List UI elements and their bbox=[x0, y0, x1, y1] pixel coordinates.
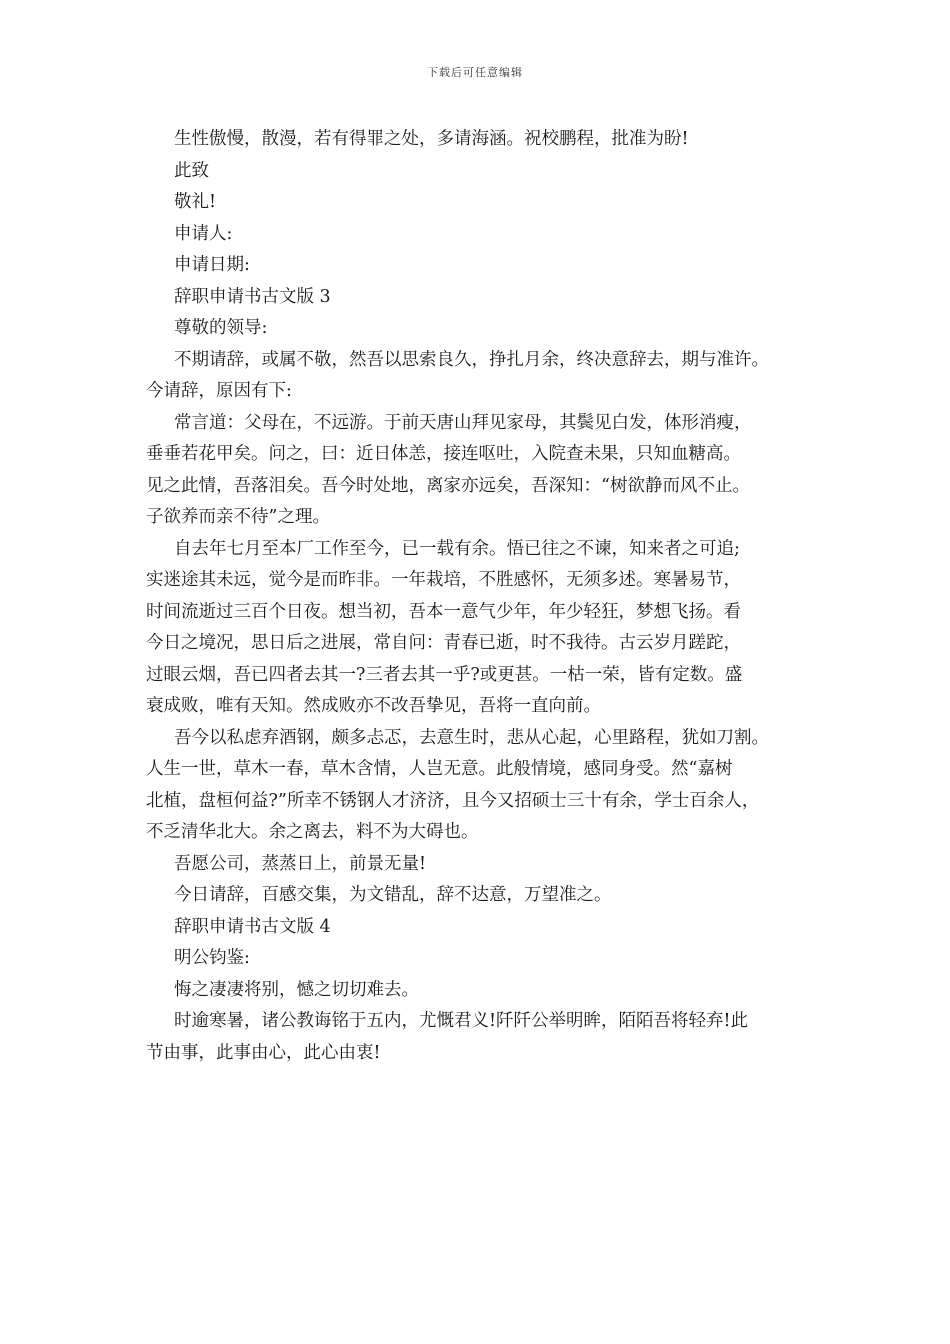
text-line: 吾今以私虑弃酒钢，颇多忐忑，去意生时，悲从心起，心里路程，犹如刀割。 bbox=[174, 727, 769, 748]
text-line: 实迷途其未远，觉今是而昨非。一年栽培，不胜感怀，无须多述。寒暑易节， bbox=[146, 570, 741, 590]
salutation: 明公钧鉴: bbox=[174, 948, 250, 968]
text-line: 子欲养而亲不待”之理。 bbox=[146, 507, 330, 527]
text-line: 见之此情，吾落泪矣。吾今时处地，离家亦远矣，吾深知：“树欲静而风不止。 bbox=[146, 475, 750, 496]
text-line: 敬礼! bbox=[174, 192, 217, 212]
text-line: 生性傲慢，散漫，若有得罪之处，多请海涵。祝校鹏程，批准为盼! bbox=[174, 129, 689, 149]
text-line: 节由事，此事由心，此心由衷! bbox=[146, 1042, 381, 1063]
text-line: 申请日期: bbox=[174, 255, 250, 275]
text-line: 北植，盘桓何益?”所幸不锈钢人才济济，且今又招硕士三十有余，学士百余人， bbox=[146, 790, 760, 811]
text-line: 吾愿公司，蒸蒸日上，前景无量! bbox=[174, 853, 427, 874]
text-line: 此致 bbox=[174, 160, 209, 181]
text-line: 不乏清华北大。余之离去，料不为大碍也。 bbox=[146, 822, 479, 842]
text-line: 人生一世，草木一春，草木含情，人岂无意。此般情境，感同身受。然“嘉树 bbox=[146, 759, 733, 779]
salutation: 尊敬的领导: bbox=[174, 318, 268, 338]
page-header: 下载后可任意编辑 bbox=[427, 66, 523, 79]
text-line: 垂垂若花甲矣。问之，曰：近日体恙，接连呕吐，入院查未果，只知血糖高。 bbox=[146, 444, 741, 464]
section-title: 辞职申请书古文版 4 bbox=[174, 916, 331, 937]
text-line: 时逾寒暑，诸公教诲铭于五内，尤慨君义!阡阡公举明眸，陌陌吾将轻弃!此 bbox=[174, 1011, 749, 1031]
text-line: 今请辞，原因有下: bbox=[146, 381, 292, 401]
text-line: 常言道：父母在，不远游。于前天唐山拜见家母，其鬓见白发，体形消瘦， bbox=[174, 412, 752, 433]
text-line: 不期请辞，或属不敬，然吾以思索良久，挣扎月余，终决意辞去，期与准许。 bbox=[174, 349, 769, 370]
text-line: 今日请辞，百感交集，为文错乱，辞不达意，万望准之。 bbox=[174, 885, 612, 905]
text-line: 自去年七月至本厂工作至今，已一载有余。悟已往之不谏，知来者之可追; bbox=[174, 538, 740, 559]
text-line: 过眼云烟，吾已四者去其一?三者去其一乎?或更甚。一枯一荣，皆有定数。盛 bbox=[146, 664, 743, 685]
text-line: 衰成败，唯有天知。然成败亦不改吾挚见，吾将一直向前。 bbox=[146, 696, 601, 716]
text-line: 时间流逝过三百个日夜。想当初，吾本一意气少年，年少轻狂，梦想飞扬。看 bbox=[146, 601, 741, 622]
text-line: 今日之境况，思日后之进展，常自问：青春已逝，时不我待。古云岁月蹉跎， bbox=[146, 633, 741, 653]
section-title: 辞职申请书古文版 3 bbox=[174, 286, 331, 307]
document-body bbox=[146, 124, 826, 1069]
text-line: 悔之凄凄将别，憾之切切难去。 bbox=[174, 979, 419, 1000]
text-line: 申请人: bbox=[174, 223, 233, 244]
